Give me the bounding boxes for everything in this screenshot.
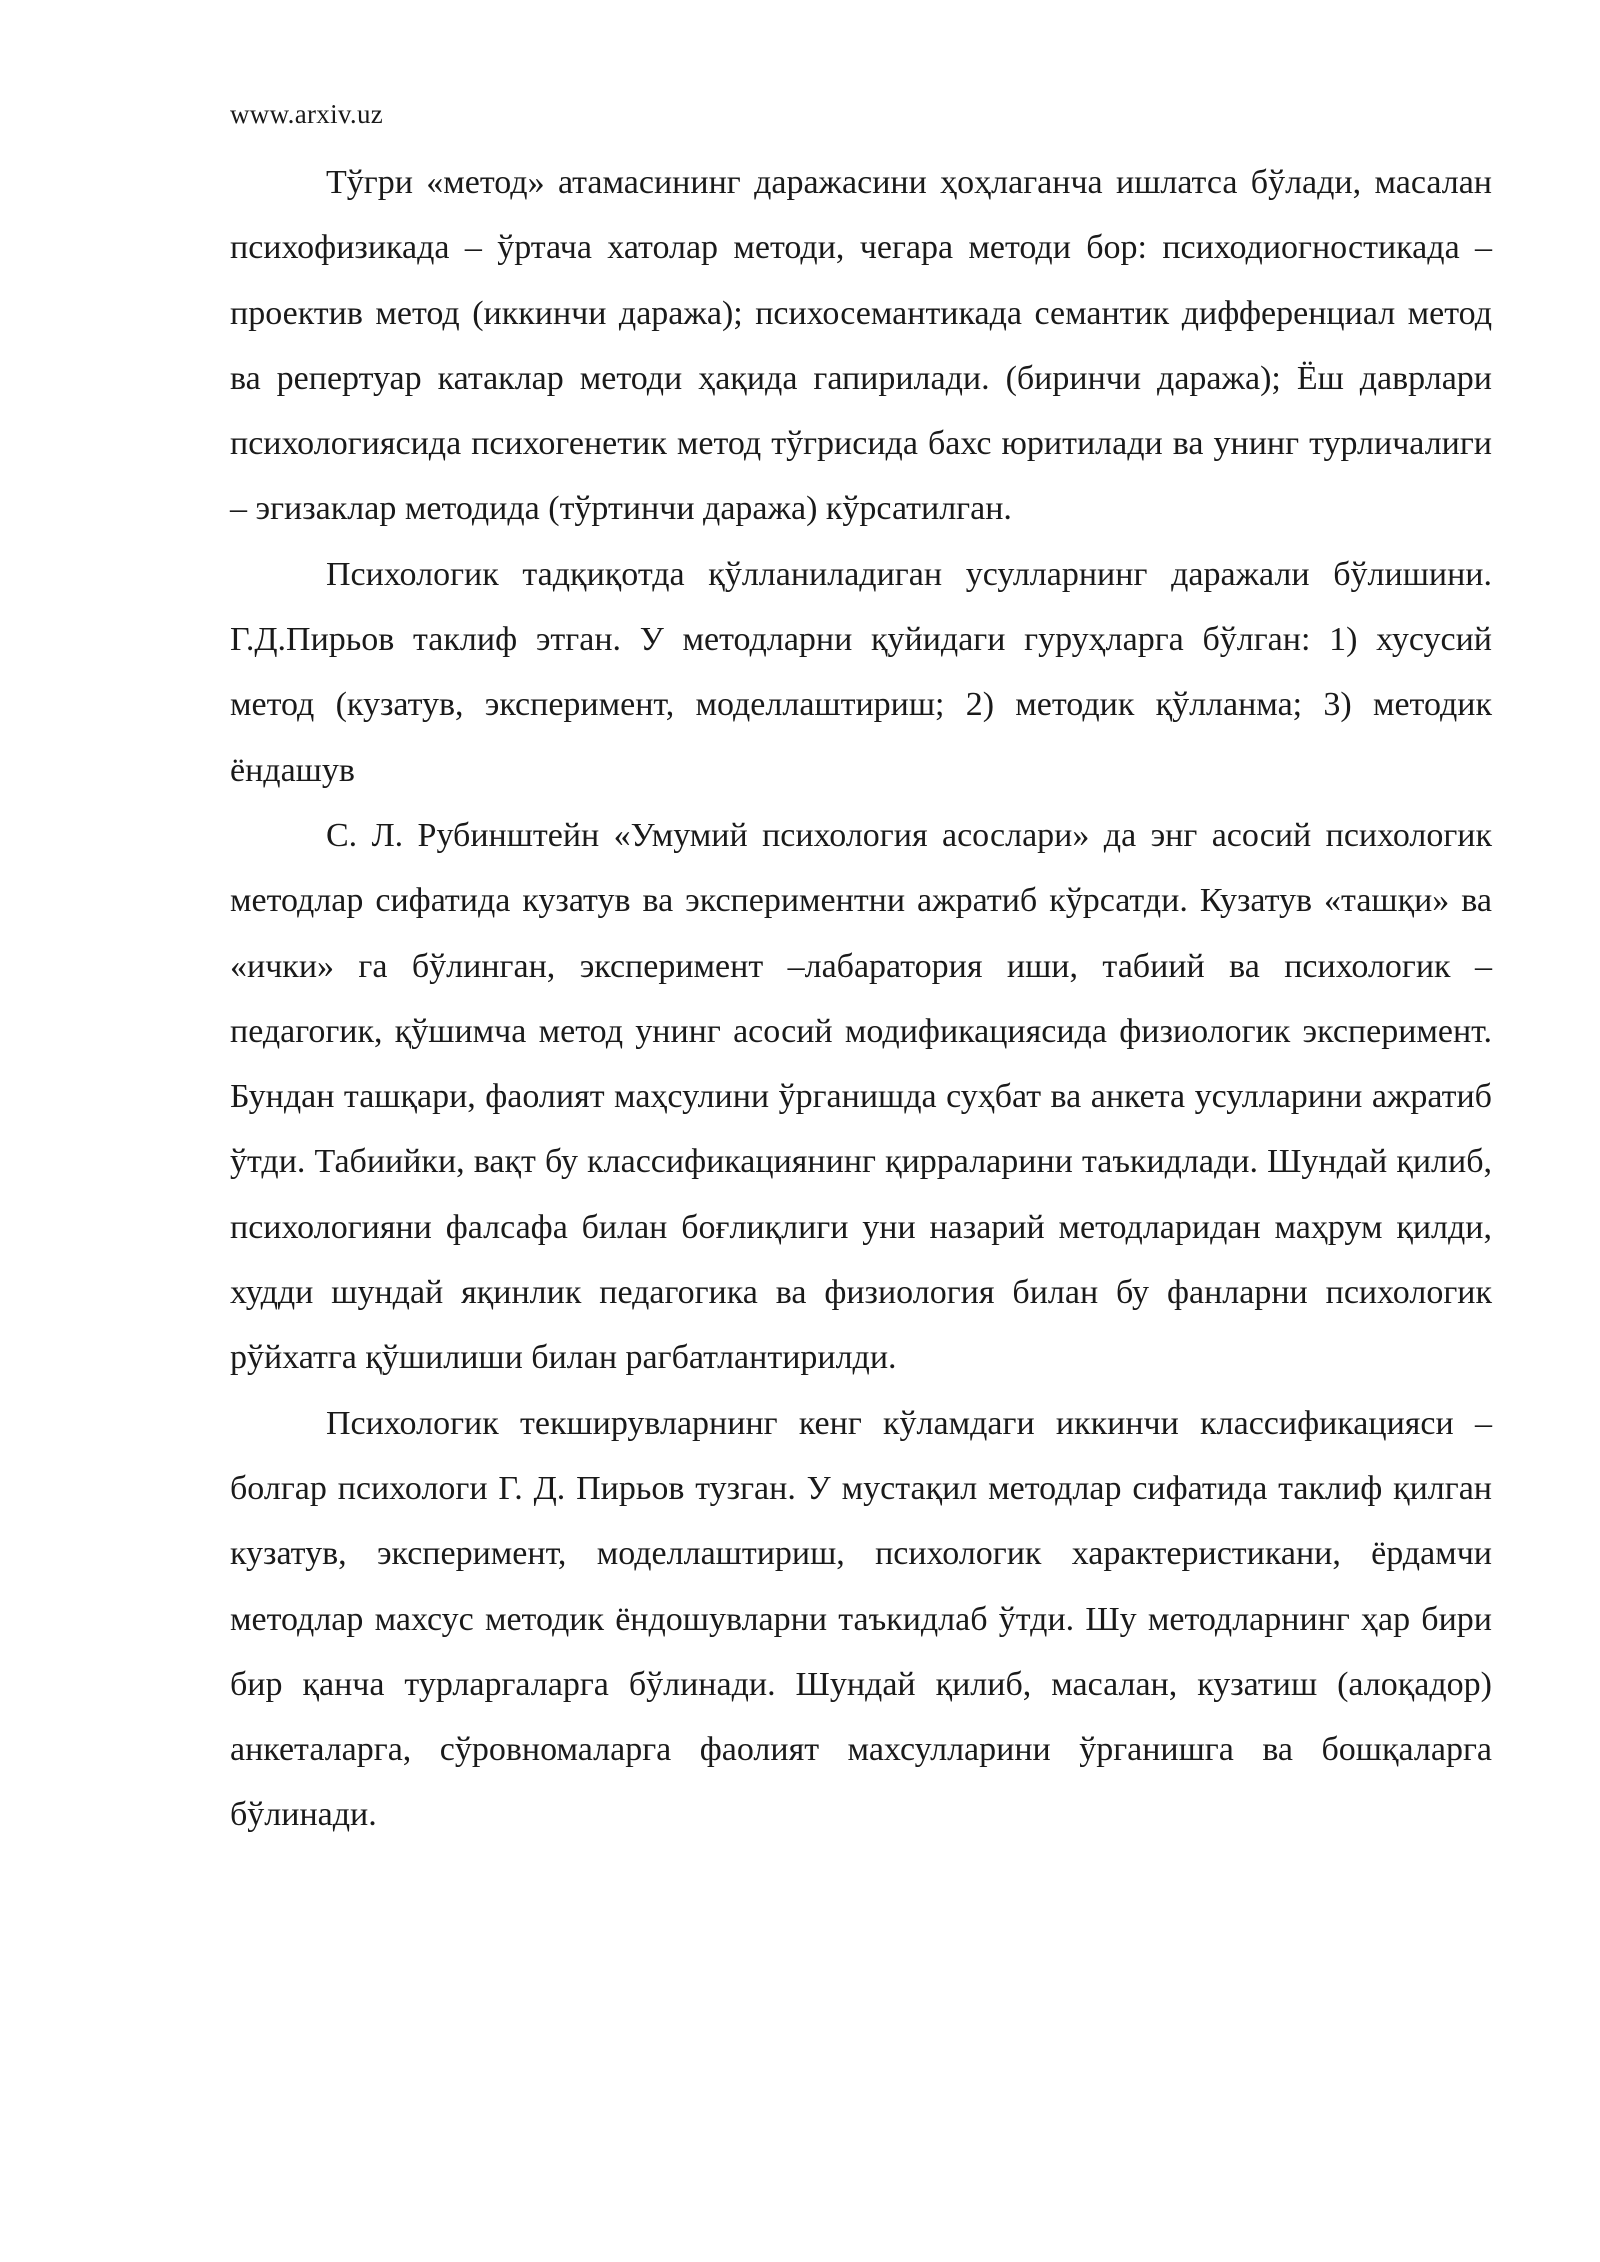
paragraph-4: Психологик текширувларнинг кенг кўламдаги иккинчи классификацияси – болгар психологи Г. Д. Пирьов тузган. У мустақил методлар сифатида таклиф қилган кузатув, эксперимент, моделлаштириш, психологик характеристикани, ёрдамчи методлар махсус методик ёндошувларни таъкидлаб ўтди. Шу методларнинг ҳар бири бир қанча турларгаларга бўлинади. Шундай қилиб, масалан, кузатиш (алоқадор) анкеталарга, сўровномаларга фаолият махсулларини ўрганишга ва бошқаларга бўлинади.: [230, 1404, 1492, 1834]
header-url: www.arxiv.uz: [230, 99, 384, 129]
paragraph-3: С. Л. Рубинштейн «Умумий психология асослари» да энг асосий психологик методлар сифатида кузатув ва экспериментни ажратиб кўрсатди. Кузатув «ташқи» ва «ички» га бўлинган, эксперимент –лабаратория иши, табиий ва психологик – педагогик, қўшимча метод унинг асосий модификациясида физиологик эксперимент. Бундан ташқари, фаолият маҳсулини ўрганишда суҳбат ва анкета усулларини ажратиб ўтди. Табиийки, вақт бу классификациянинг қирраларини таъкидлади. Шундай қилиб, психологияни фалсафа билан боғлиқлиги уни назарий методларидан маҳрум қилди, худди шундай яқинлик педагогика ва физиология билан бу фанларни психологик рўйхатга қўшилиши билан рагбатлантирилди.: [230, 816, 1492, 1377]
paragraph-2: Психологик тадқиқотда қўлланиладиган усулларнинг даражали бўлишини. Г.Д.Пирьов таклиф этган. У методларни қуйидаги гуруҳларга бўлган: 1) хусусий метод (кузатув, эксперимент, моделлаштириш; 2) методик қўлланма; 3) методик ёндашув: [230, 555, 1492, 789]
paragraph-1: Тўгри «метод» атамасининг даражасини ҳоҳлаганча ишлатса бўлади, масалан психофизикада – ўртача хатолар методи, чегара методи бор: психодиогностикада – проектив метод (иккинчи даража); психосемантикада семантик дифференциал метод ва репертуар катаклар методи ҳақида гапирилади. (биринчи даража); Ёш даврлари психологиясида психогенетик метод тўгрисида бахс юритилади ва унинг турличалиги – эгизаклар методида (тўртинчи даража) кўрсатилган.: [230, 164, 1492, 528]
document-body: [230, 150, 1492, 1848]
